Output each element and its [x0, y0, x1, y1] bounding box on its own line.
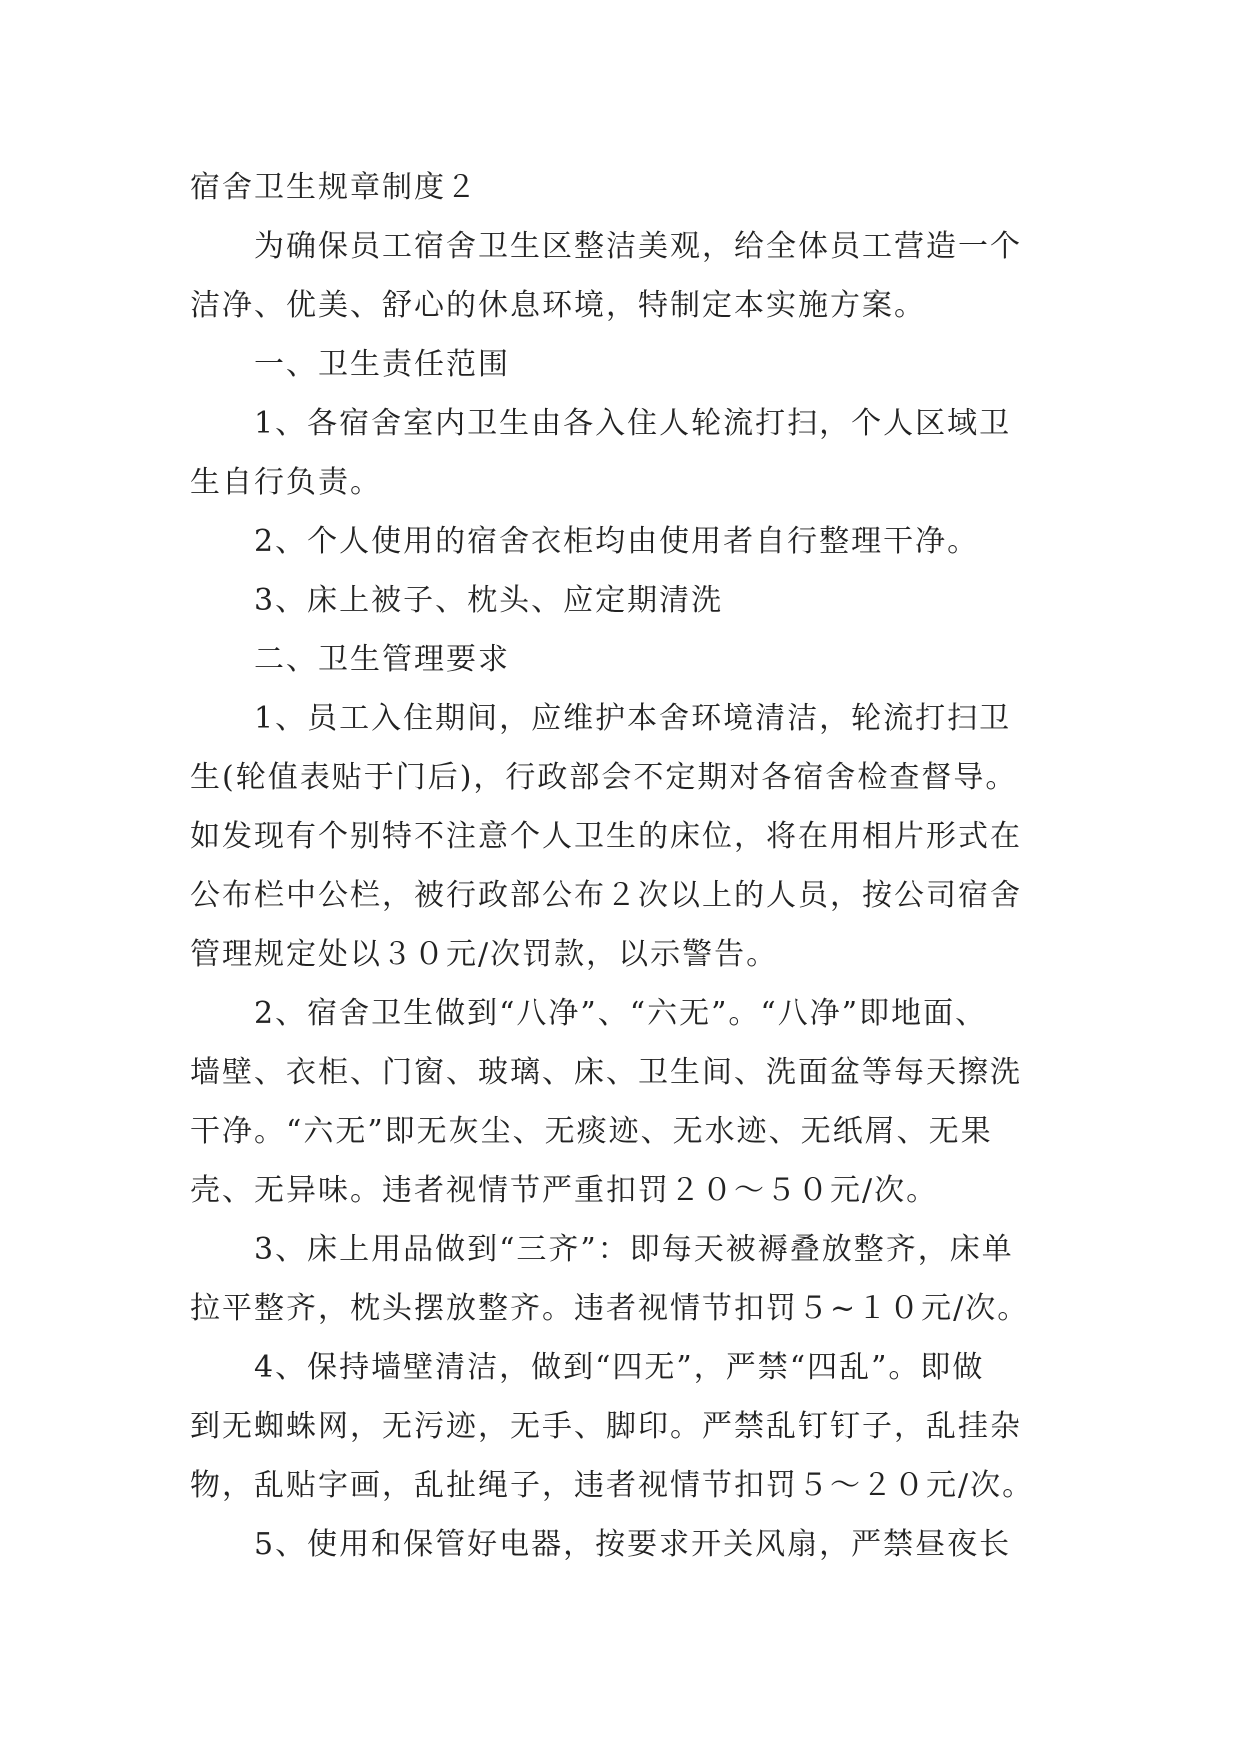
paragraph-line: 1、各宿舍室内卫生由各入住人轮流打扫，个人区域卫 — [254, 406, 1012, 441]
document-title: 宿舍卫生规章制度２ — [190, 170, 478, 205]
section-heading: 一、卫生责任范围 — [254, 347, 510, 382]
paragraph-line: 4、保持墙壁清洁，做到“四无”，严禁“四乱”。即做 — [254, 1350, 985, 1385]
paragraph-line: 如发现有个别特不注意个人卫生的床位，将在用相片形式在 — [190, 819, 1022, 854]
document-body — [190, 158, 1060, 1574]
paragraph-line: 墙壁、衣柜、门窗、玻璃、床、卫生间、洗面盆等每天擦洗 — [190, 1055, 1022, 1090]
paragraph-line: 洁净、优美、舒心的休息环境，特制定本实施方案。 — [190, 288, 926, 323]
paragraph-line: 3、床上用品做到“三齐”：即每天被褥叠放整齐，床单 — [254, 1232, 1014, 1267]
paragraph-line: 生自行负责。 — [190, 465, 382, 500]
paragraph-line: 拉平整齐，枕头摆放整齐。违者视情节扣罚５~１０元/次。 — [190, 1291, 1030, 1326]
paragraph-line: 5、使用和保管好电器，按要求开关风扇，严禁昼夜长 — [254, 1527, 1012, 1562]
paragraph-line: 2、宿舍卫生做到“八净”、“六无”。“八净”即地面、 — [254, 996, 988, 1031]
paragraph-line: 1、员工入住期间，应维护本舍环境清洁，轮流打扫卫 — [254, 701, 1012, 736]
paragraph-line: 管理规定处以３０元/次罚款，以示警告。 — [190, 937, 779, 972]
paragraph-line: 公布栏中公栏，被行政部公布２次以上的人员，按公司宿舍 — [190, 878, 1022, 913]
paragraph-line: 为确保员工宿舍卫生区整洁美观，给全体员工营造一个 — [254, 229, 1022, 264]
paragraph-line: 生(轮值表贴于门后)，行政部会不定期对各宿舍检查督导。 — [190, 760, 1018, 795]
paragraph-line: 物，乱贴字画，乱扯绳子，违者视情节扣罚５～２０元/次。 — [190, 1468, 1035, 1503]
paragraph-line: 干净。“六无”即无灰尘、无痰迹、无水迹、无纸屑、无果 — [190, 1114, 993, 1149]
paragraph-line: 壳、无异味。违者视情节严重扣罚２０～５０元/次。 — [190, 1173, 939, 1208]
section-heading: 二、卫生管理要求 — [254, 642, 510, 677]
paragraph-line: 3、床上被子、枕头、应定期清洗 — [254, 583, 724, 618]
paragraph-line: 到无蜘蛛网，无污迹，无手、脚印。严禁乱钉钉子，乱挂杂 — [190, 1409, 1022, 1444]
paragraph-line: 2、个人使用的宿舍衣柜均由使用者自行整理干净。 — [254, 524, 980, 559]
